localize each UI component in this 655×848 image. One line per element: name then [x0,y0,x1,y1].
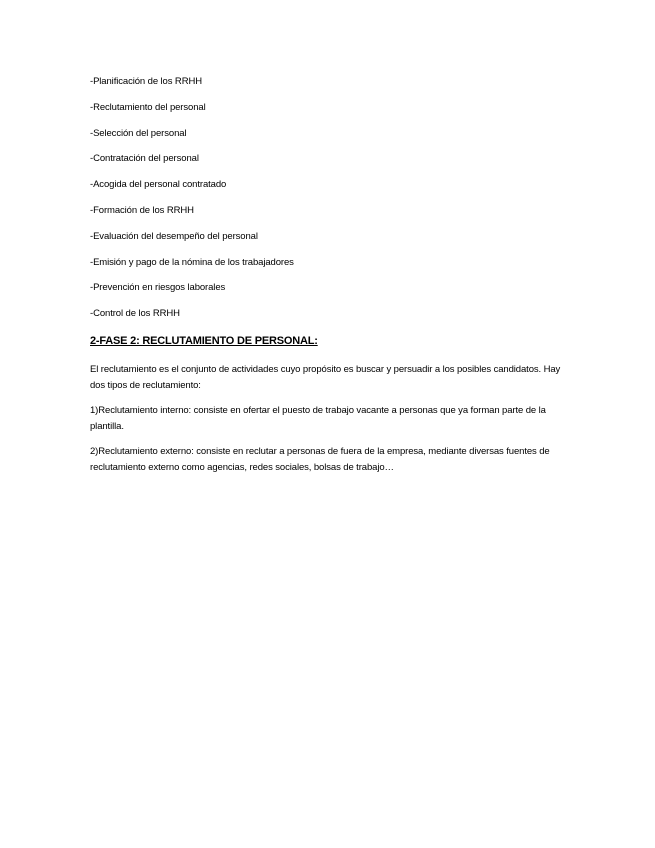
section-heading: 2-FASE 2: RECLUTAMIENTO DE PERSONAL: [90,335,318,347]
internal-recruitment-paragraph: 1)Reclutamiento interno: consiste en ofertar el puesto de trabajo vacante a personas que ya forman parte de la plantilla. [90,405,546,432]
list-item: -Evaluación del desempeño del personal [90,230,258,242]
list-item: -Prevención en riesgos laborales [90,282,226,294]
list-item: -Acogida del personal contratado [90,179,227,191]
list-item: -Reclutamiento del personal [90,101,206,113]
recruitment-definition-paragraph: El reclutamiento es el conjunto de actividades cuyo propósito es buscar y persuadir a los posibles candidatos. Hay dos tipos de reclutamiento: [90,364,561,391]
list-item: -Planificación de los RRHH [90,76,202,87]
external-recruitment-paragraph: 2)Reclutamiento externo: consiste en reclutar a personas de fuera de la empresa, mediante diversas fuentes de reclutamiento externo como agencias, redes sociales, bolsas de trabajo… [90,446,550,473]
list-item: -Contratación del personal [90,153,199,165]
list-item: -Control de los RRHH [90,308,180,320]
list-item: -Formación de los RRHH [90,204,194,216]
rrhh-functions-list [90,75,294,333]
list-item: -Selección del personal [90,127,187,139]
list-item: -Emisión y pago de la nómina de los trabajadores [90,256,294,268]
